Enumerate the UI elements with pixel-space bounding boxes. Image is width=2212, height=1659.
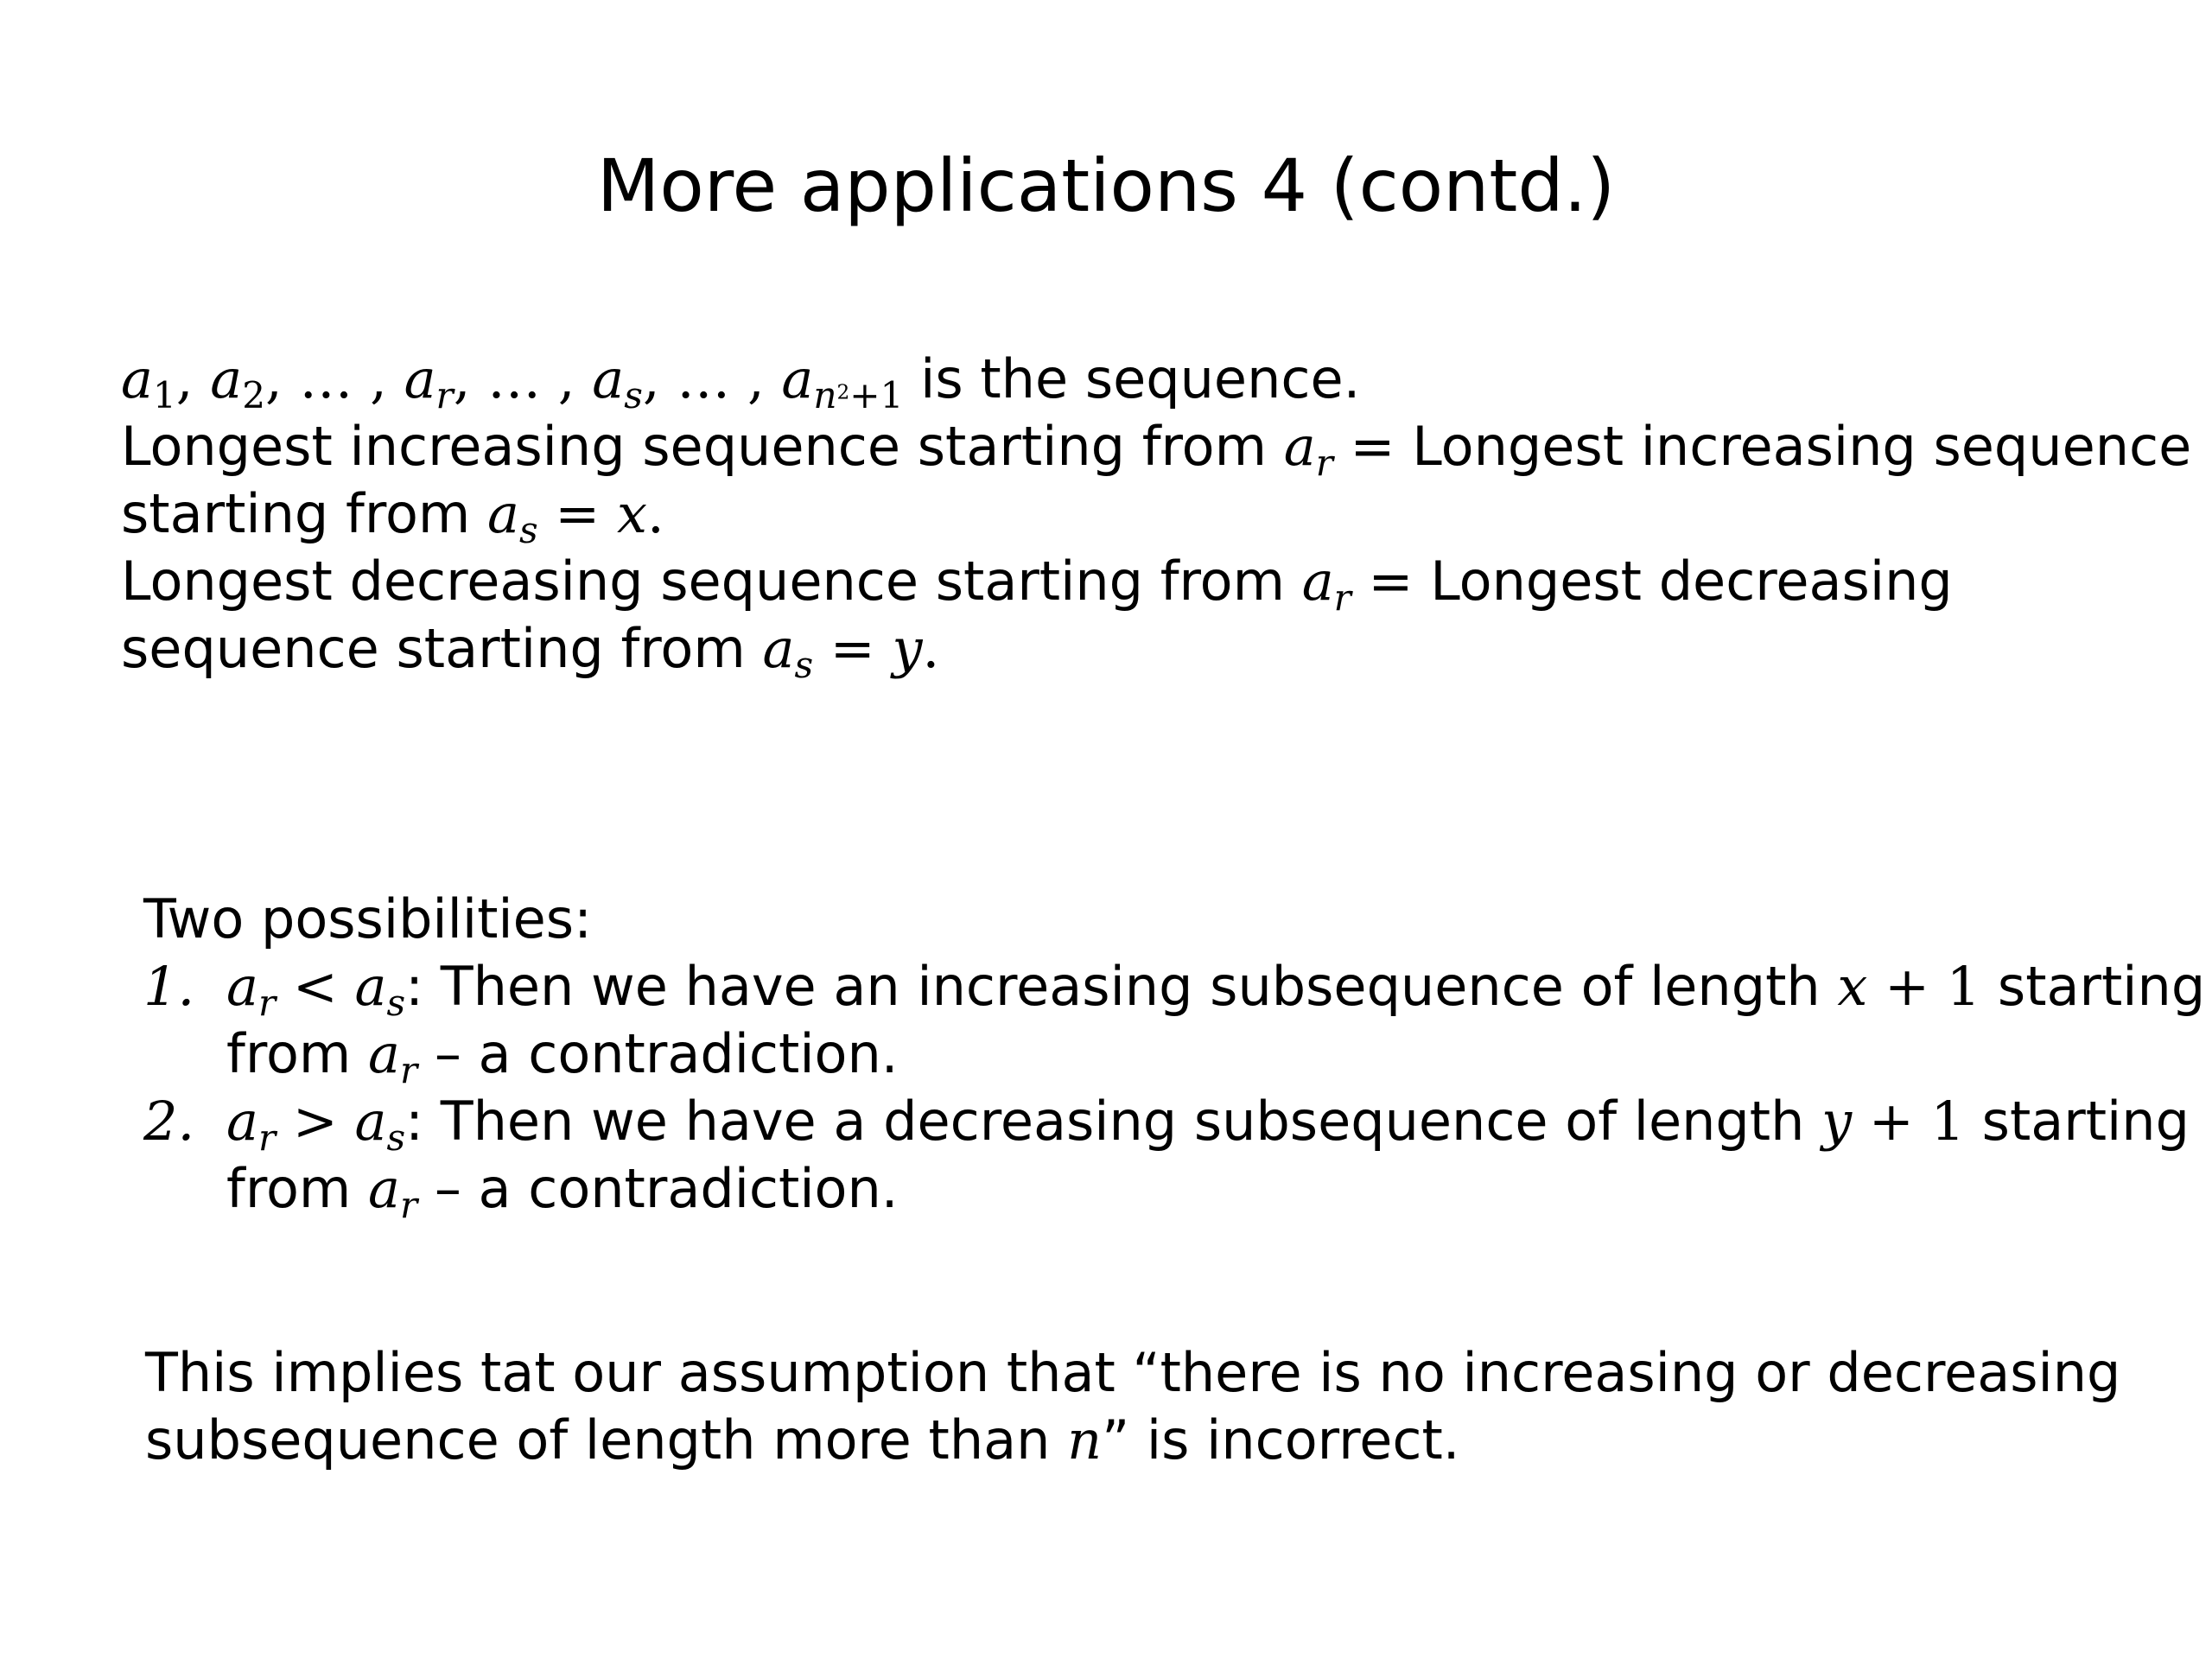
list-item: 1. $a_r < a_s$: Then we have an increasing subsequence of length x + 1 starting from $a_r$ – a contradiction.	[143, 955, 2206, 1091]
var-a-r: $a_r$	[1283, 415, 1333, 484]
sequence-expression: $a_1$, $a_2$, … , $a_r$, … , $a_s$, … , $a_{n^2+1}$	[121, 347, 904, 416]
conclusion-line-2: subsequence of length more than n” is incorrect.	[145, 1408, 1460, 1471]
sequence-tail-text: is the sequence.	[903, 347, 1361, 410]
increasing-line-2: starting from $a_s = x$.	[121, 482, 664, 551]
sequence-definition-paragraph	[121, 346, 2192, 686]
possibilities-heading: Two possibilities:	[143, 887, 592, 950]
possibilities-paragraph	[143, 886, 2206, 1226]
list-item: 2. $a_r > a_s$: Then we have a decreasing subsequence of length y + 1 starting from $a_r$ – a contradiction.	[143, 1090, 2190, 1226]
list-item-number: 1.	[143, 955, 195, 1018]
decreasing-line-1: Longest decreasing sequence starting from $a_r$ = Longest decreasing	[121, 550, 1953, 619]
slide-title: More applications 4 (contd.)	[596, 143, 1616, 228]
var-a-r: $a_r$	[1301, 550, 1351, 619]
decreasing-line-2: sequence starting from $a_s = y$.	[121, 617, 940, 686]
var-a-s: $a_s$	[486, 482, 538, 551]
sequence-line	[121, 346, 2191, 416]
var-a-s: $a_s$	[762, 617, 814, 686]
conclusion-paragraph	[145, 1339, 2120, 1474]
increasing-line-1: Longest increasing sequence starting from $a_r$ = Longest increasing sequence	[121, 415, 2192, 484]
list-item-number: 2.	[143, 1090, 195, 1153]
conclusion-line-1: This implies tat our assumption that “there is no increasing or decreasing	[145, 1341, 2121, 1404]
